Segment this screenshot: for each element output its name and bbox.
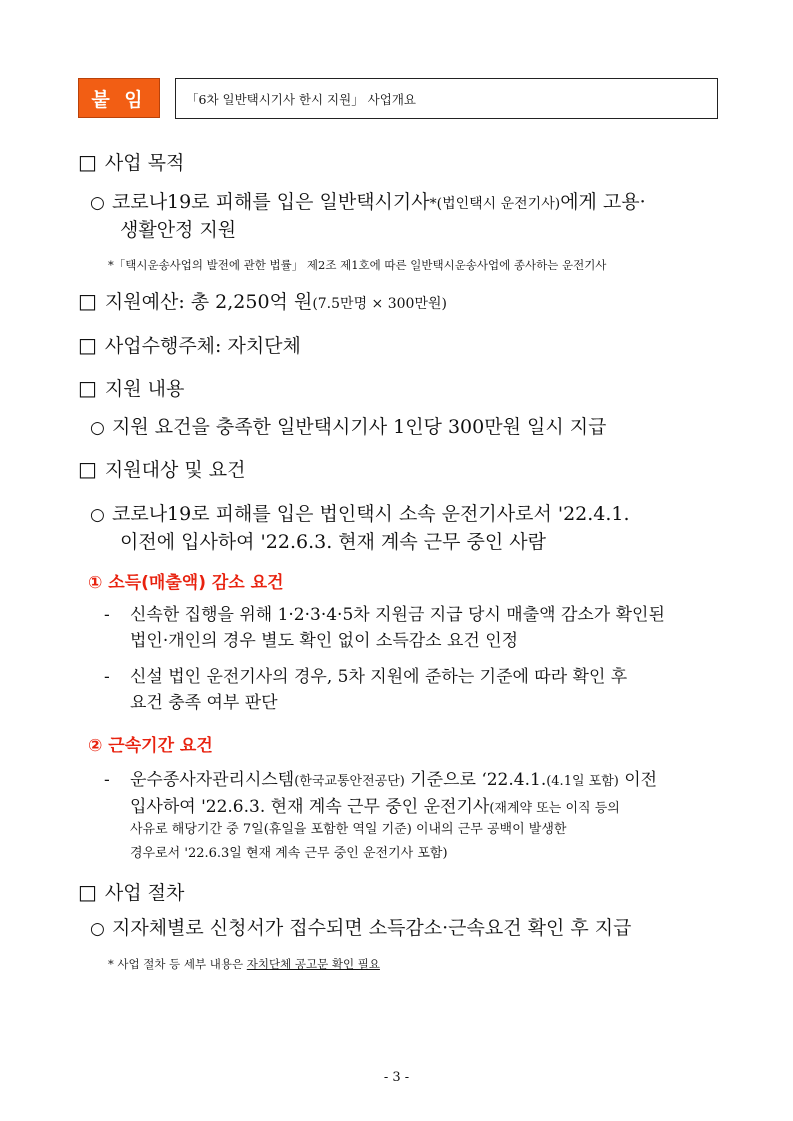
- requirement-tenure-item: [104, 765, 657, 790]
- requirement-tenure-item-cont: 사유로 해당기간 중 7일(휴일을 포함한 역일 기준) 이내의 근무 공백이 발생한: [130, 822, 567, 837]
- eligibility-bullet-cont: 이전에 입사하여 '22.6.3. 현재 계속 근무 중인 사람: [120, 531, 546, 553]
- item-text: 운수종사자관리시스템: [130, 770, 295, 790]
- requirement-income-item-cont: 요건 충족 여부 판단: [130, 693, 278, 713]
- requirement-income-item-cont: 법인·개인의 경우 별도 확인 없이 소득감소 요건 인정: [130, 631, 519, 651]
- dash-bullet-icon: -: [104, 605, 110, 625]
- attachment-badge: 붙 임: [78, 78, 160, 118]
- requirement-income-item: [104, 600, 665, 625]
- requirement-tenure-item-cont: 경우로서 '22.6.3일 현재 계속 근무 중인 운전기사 포함): [130, 846, 448, 861]
- document-title-box: [175, 78, 718, 119]
- circle-bullet-icon: ○: [90, 505, 105, 525]
- requirement-tenure-title: ② 근속기간 요건: [88, 736, 213, 756]
- requirement-tenure-item-cont: [130, 792, 620, 817]
- procedure-bullet: [90, 913, 631, 940]
- item-text: 신설 법인 운전기사의 경우, 5차 지원에 준하는 기준에 따라 확인 후: [130, 667, 628, 687]
- bullet-text: 코로나19로 피해를 입은 법인택시 소속 운전기사로서 '22.4.1.: [112, 503, 630, 525]
- section-content: [78, 374, 184, 401]
- circle-bullet-icon: ○: [90, 193, 105, 213]
- section-executor: [78, 331, 301, 358]
- purpose-bullet-cont: 생활안정 지원: [120, 219, 237, 241]
- item-text: 이전: [618, 770, 658, 790]
- page-number: - 3 -: [383, 1070, 410, 1085]
- content-bullet: [90, 412, 606, 439]
- dash-bullet-icon: -: [104, 770, 110, 790]
- bullet-note: *(법인택시 운전기사): [429, 196, 561, 212]
- section-heading: 사업 목적: [104, 152, 185, 174]
- item-note: (한국교통안전공단): [294, 774, 405, 789]
- square-bullet-icon: □: [78, 333, 97, 357]
- section-heading: 사업 절차: [104, 882, 185, 904]
- requirement-income-item: [104, 662, 627, 687]
- square-bullet-icon: □: [78, 880, 97, 904]
- bullet-text: 지자체별로 신청서가 접수되면 소득감소·근속요건 확인 후 지급: [112, 917, 632, 939]
- bullet-text: 코로나19로 피해를 입은 일반택시기사: [112, 191, 430, 213]
- section-procedure: [78, 878, 184, 905]
- square-bullet-icon: □: [78, 457, 97, 481]
- purpose-bullet: [90, 187, 646, 214]
- section-budget: [78, 287, 447, 314]
- item-text: 입사하여 '22.6.3. 현재 계속 근무 중인 운전기사: [130, 797, 490, 817]
- square-bullet-icon: □: [78, 289, 97, 313]
- dash-bullet-icon: -: [104, 667, 110, 687]
- requirement-income-title: ① 소득(매출액) 감소 요건: [88, 573, 284, 593]
- section-eligibility: [78, 455, 245, 482]
- item-text: 기준으로 ‘22.4.1.: [404, 770, 547, 790]
- procedure-footnote: [108, 956, 380, 972]
- section-purpose: [78, 148, 184, 175]
- section-heading: 지원예산: 총 2,250억 원: [104, 291, 313, 313]
- item-note: (4.1일 포함): [546, 774, 619, 789]
- item-text: 신속한 집행을 위해 1·2·3·4·5차 지원금 지급 당시 매출액 감소가 확인된: [130, 605, 665, 625]
- bullet-text: 에게 고용·: [560, 191, 646, 213]
- eligibility-bullet: [90, 499, 630, 526]
- budget-detail: (7.5만명 × 300만원): [312, 296, 447, 312]
- square-bullet-icon: □: [78, 150, 97, 174]
- bullet-text: 지원 요건을 충족한 일반택시기사 1인당 300만원 일시 지급: [112, 416, 607, 438]
- purpose-footnote: *「택시운송사업의 발전에 관한 법률」 제2조 제1호에 따른 일반택시운송사업에 종사하는 운전기사: [108, 258, 607, 272]
- circle-bullet-icon: ○: [90, 418, 105, 438]
- square-bullet-icon: □: [78, 376, 97, 400]
- item-note: (재계약 또는 이직 등의: [489, 801, 620, 816]
- section-heading: 지원 내용: [104, 378, 185, 400]
- circle-bullet-icon: ○: [90, 919, 105, 939]
- document-title: 「6차 일반택시기사 한시 지원」 사업개요: [186, 91, 416, 107]
- section-heading: 사업수행주체: 자치단체: [104, 335, 301, 357]
- section-heading: 지원대상 및 요건: [104, 459, 246, 481]
- footnote-text: * 사업 절차 등 세부 내용은: [108, 957, 247, 971]
- footnote-underlined: 자치단체 공고문 확인 필요: [246, 957, 380, 971]
